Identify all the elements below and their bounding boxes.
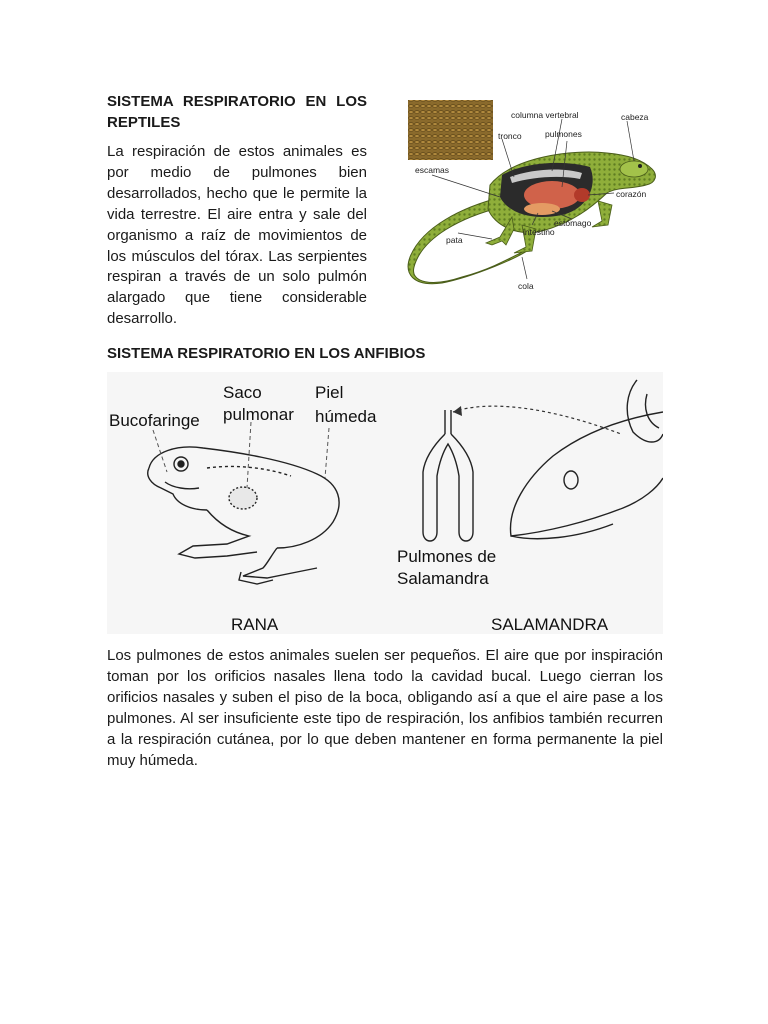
anfibios-paragraph: Los pulmones de estos animales suelen ser pequeños. El aire que por inspiración toman por los orificios nasales llena todo la cavidad bucal. Luego cierran los orificios nasales y suben el piso de la boca, obligando así a que el aire pase a los pulmones. Al ser insuficiente este tipo de respiración, los anfibios también recurren a la respiración cutánea, por lo que deben mantener en forma permanente la piel muy húmeda. [107,647,663,769]
label-columna: columna vertebral [511,110,579,120]
front-leg [592,201,612,227]
label-estomago: estómago [554,218,592,228]
lizard-diagram [402,97,664,299]
label-tronco: tronco [498,131,522,141]
label-intestino: intestino [523,227,555,237]
label-pulmones: pulmones [545,129,582,139]
label-saco-1: Saco [223,383,262,402]
label-piel-1: Piel [315,383,344,402]
anfibios-heading: SISTEMA RESPIRATORIO EN LOS ANFIBIOS [107,345,426,362]
label-pulmones-1: Pulmones de [397,547,497,566]
reptiles-paragraph: La respiración de estos animales es por medio de pulmones bien desarrollados, hecho que le permite la vida terrestre. El aire entra y sale del organismo a raíz de movimientos de los músculos del tórax. Las serpientes respiran a través de un solo pulmón alargado que tiene considerable desarrollo. [107,143,367,328]
label-salamandra: SALAMANDRA [491,615,609,634]
label-corazon: corazón [616,189,647,199]
label-bucofaringe: Bucofaringe [109,411,200,430]
label-pata: pata [446,235,463,245]
label-cabeza: cabeza [621,112,649,122]
label-escamas: escamas [415,165,450,175]
label-saco-2: pulmonar [223,405,294,424]
lizard-figure [402,97,664,299]
label-rana: RANA [231,615,279,634]
amphibian-diagram [107,372,663,634]
amphibian-figure [107,372,663,634]
lizard-eye [638,164,642,168]
label-piel-2: húmeda [315,407,377,426]
label-cola: cola [518,281,534,291]
stomach [524,203,560,215]
lizard-head [620,161,648,177]
scales-closeup [408,100,493,160]
label-pulmones-2: Salamandra [397,569,489,588]
reptiles-heading: SISTEMA RESPIRATORIO EN LOS REPTILES [107,93,367,131]
heart [574,188,590,202]
